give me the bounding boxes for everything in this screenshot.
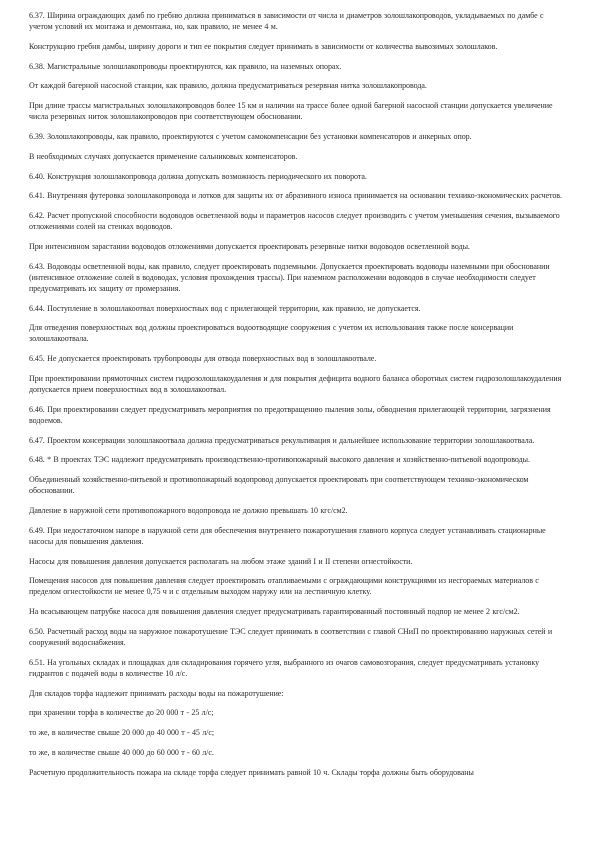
paragraph: 6.37. Ширина ограждающих дамб по гребню должна приниматься в зависимости от числа и диаметров золошлакопроводов, укладываемых по дамбе с учетом условий их монтажа и демонтажа, но, как правило, не менее 4 м. — [29, 11, 544, 31]
paragraph: 6.41. Внутренняя футеровка золошлакопровода и лотков для защиты их от абразивного износа принимается на основании технико-экономических расчетов. — [29, 191, 562, 201]
paragraph: От каждой багерной насосной станции, как правило, должна предусматриваться резервная нитка золошлакопровода. — [29, 81, 427, 91]
paragraph: Расчетную продолжительность пожара на складе торфа следует принимать равной 10 ч. Склады торфа должны быть оборудованы — [29, 767, 474, 777]
paragraph: Для складов торфа надлежит принимать расходы воды на пожаротушение: — [29, 688, 284, 698]
paragraph: 6.42. Расчет пропускной способности водоводов осветленной воды и параметров насосов следует производить с учетом уменьшения сечения, вызываемого отложениями солей на стенках водоводов. — [29, 211, 560, 232]
paragraph: Насосы для повышения давления допускается располагать на любом этаже зданий I и II степени огнестойкости. — [29, 556, 413, 566]
paragraph: 6.44. Поступление в золошлакоотвал поверхностных вод с прилегающей территории, как правило, не допускается. — [29, 303, 421, 313]
paragraph: то же, в количестве свыше 40 000 до 60 000 т - 60 л/с. — [29, 747, 214, 757]
paragraph: Объединенный хозяйственно-питьевой и противопожарный водопровод допускается проектировать при соответствующем технико-экономическом обосновании. — [29, 475, 529, 496]
paragraph: 6.40. Конструкция золошлакопровода должна допускать возможность периодического их поворота. — [29, 171, 367, 181]
paragraph: 6.47. Проектом консервации золошлакоотвала должна предусматриваться рекультивация и дальнейшее использование территории золошлакоотвала. — [29, 435, 535, 445]
paragraph: 6.48. * В проектах ТЭС надлежит предусматривать производственно-противопожарный высокого давления и хозяйственно-питьевой водопроводы. — [29, 455, 530, 465]
paragraph: 6.46. При проектировании следует предусматривать мероприятия по предотвращению пыления золы, обводнения прилегающей территории, загрязнения водоемов. — [29, 404, 551, 425]
paragraph: На всасывающем патрубке насоса для повышения давления следует предусматривать гарантированный постоянный подпор не менее 2 кгс/см2. — [29, 607, 520, 617]
paragraph: При длине трассы магистральных золошлакопроводов более 15 км и наличии на трассе более одной багерной насосной станции допускается увеличение числа резервных ниток золошлакопроводов при соответствующем обосновании. — [29, 101, 553, 122]
paragraph: 6.43. Водоводы осветленной воды, как правило, следует проектировать подземными. Допускается проектировать водоводы наземными при обосновании (интенсивное отложение солей в водоводах, условия прохождения трассы). При наземном расположении водоводов в случае необходимости следует предусматривать их защиту от промерзания. — [29, 261, 550, 293]
paragraph: При интенсивном зарастании водоводов отложениями допускается проектировать резервные нитки водоводов осветленной воды. — [29, 241, 470, 251]
paragraph: Конструкцию гребня дамбы, ширину дороги и тип ее покрытия следует принимать в зависимости от количества вывозимых золошлаков. — [29, 41, 498, 51]
paragraph: 6.45. Не допускается проектировать трубопроводы для отвода поверхностных вод в золошлакоотвале. — [29, 354, 377, 364]
paragraph: Для отведения поверхностных вод должны проектироваться водоотводящие сооружения с учетом их использования также после консервации золошлакоотвала. — [29, 323, 514, 344]
paragraph: 6.39. Золошлакопроводы, как правило, проектируются с учетом самокомпенсации без установки компенсаторов и анкерных опор. — [29, 131, 472, 141]
paragraph: то же, в количестве свыше 20 000 до 40 000 т - 45 л/с; — [29, 728, 215, 738]
paragraph: В необходимых случаях допускается применение сальниковых компенсаторов. — [29, 151, 298, 161]
paragraph: 6.51. На угольных складах и площадках для складирования горячего угля, выбранного из очагов самовозгорания, следует предусматривать установку гидрантов с подачей воды в количестве 10 л/с. — [29, 657, 540, 678]
paragraph: Помещения насосов для повышения давления следует проектировать отапливаемыми с ограждающими конструкциями из несгораемых материалов с пределом огнестойкости не менее 0,75 ч и с отдельным выходом наружу или на лестничную клетку. — [29, 576, 539, 597]
paragraph: 6.50. Расчетный расход воды на наружное пожаротушение ТЭС следует принимать в соответствии с главой СНиП по проектированию наружных сетей и сооружений водоснабжения. — [29, 626, 553, 647]
paragraph: 6.38. Магистральные золошлакопроводы проектируются, как правило, на наземных опорах. — [29, 61, 342, 71]
paragraph: при хранении торфа в количестве до 20 000 т - 25 л/с; — [29, 708, 214, 718]
paragraph: При проектировании прямоточных систем гидрозолошлакоудаления и для покрытия дефицита водного баланса оборотных систем гидрозолошлакоудаления допускается прием поверхностных вод в золошлакоотвал. — [29, 373, 562, 394]
paragraph: 6.49. При недостаточном напоре в наружной сети для обеспечения внутреннего пожаротушения главного корпуса следует устанавливать стационарные насосы для повышения давления. — [29, 525, 546, 546]
paragraph: Давление в наружной сети противопожарного водопровода не должно превышать 10 кгс/см2. — [29, 505, 348, 515]
document-body — [29, 10, 567, 787]
